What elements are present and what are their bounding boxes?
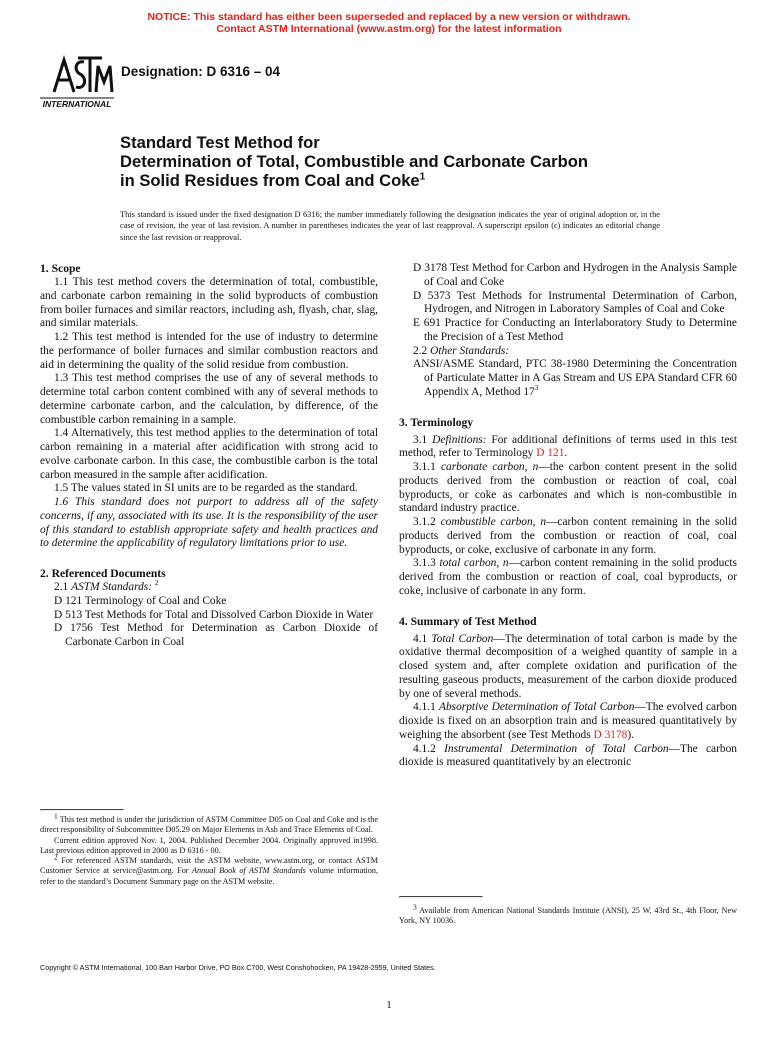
footnote-rule-right	[399, 896, 483, 898]
link-d3178[interactable]: D 3178	[593, 728, 628, 741]
section-4-heading: 4. Summary of Test Method	[399, 614, 537, 628]
para-4-1-1: 4.1.1 Absorptive Determination of Total Carbon—The evolved carbon dioxide is fixed on an absorption train and is measured quantitatively by weighing the absorbent (see Test Methods D 3178).	[399, 701, 737, 741]
ref-e691[interactable]: E 691 Practice for Conducting an Interlaboratory Study to Determine the Precision of a Test Method	[413, 317, 737, 343]
footnote-1-edition: Current edition approved Nov. 1, 2004. Published December 2004. Originally approved in1998. Last previous edition approved in 2000 as D 6316 - 00.	[40, 835, 378, 855]
ref-d5373[interactable]: D 5373 Test Methods for Instrumental Determination of Carbon, Hydrogen, and Nitrogen in Laboratory Samples of Coal and Coke	[413, 289, 737, 316]
section-1-heading: 1. Scope	[40, 262, 81, 275]
footnote-1: $^1$ This test method is under the jurisdiction of ASTM Committee D05 on Coal and Coke and is the direct responsibility of Subcommittee D05.29 on Major Elements in Ash and Trace Elements of Coal.	[40, 811, 378, 835]
ref-d513[interactable]: D 513 Test Methods for Total and Dissolved Carbon Dioxide in Water	[54, 608, 374, 621]
para-4-1: 4.1 Total Carbon—The determination of total carbon is made by the oxidative thermal decomposition of a weighed quantity of sample in a closed system and, after complete oxidation and purification of the resulting gaseous products, measurement of the carbon dioxide produced by one of several methods.	[399, 632, 738, 700]
ref-d121[interactable]: D 121 Terminology of Coal and Coke	[54, 594, 227, 607]
ref-d1756[interactable]: D 1756 Test Method for Determination as Carbon Dioxide of Carbonate Carbon in Coal	[54, 622, 378, 648]
para-3-1-2: 3.1.2 combustible carbon, n—carbon content remaining in the solid products derived from the combustion or reaction of coal, coal byproducts, or coke, exclusive of carbonate in any form.	[399, 516, 737, 556]
title-footnote-marker[interactable]: 1	[419, 171, 426, 183]
logo-wordmark: INTERNATIONAL	[42, 99, 112, 109]
footnote-2: $^2$ For referenced ASTM standards, visit the ASTM website, www.astm.org, or contact ASTM Customer Service at service@astm.org. For Annual Book of ASTM Standards volume information, refer to the standard’s Document Summary page on the ASTM website.	[40, 852, 379, 886]
ref-ansi[interactable]: ANSI/ASME Standard, PTC 38-1980 Determining the Concentration of Particulate Matter in A Gas Stream and US EPA Standard CFR 60 Appendix A, Method $17^3$	[413, 358, 737, 398]
footnote-3: $^3$ Available from American National Standards Institute (ANSI), 25 W. 43rd St., 4th Floor, New York, NY 10036.	[399, 902, 737, 926]
title-line-1: Standard Test Method for	[120, 133, 320, 152]
document-title	[120, 133, 680, 190]
section-3-heading: 3. Terminology	[399, 415, 474, 429]
issued-note: This standard is issued under the fixed designation D 6316; the number immediately following the designation indicates the year of original adoption or, in the case of revision, the year of last revision. A number in parentheses indicates the year of last reapproval. A superscript epsilon (ϵ) indicates an editorial change since the last revision or reapproval.	[120, 210, 660, 242]
section-2-heading: 2. Referenced Documents	[40, 567, 166, 580]
para-1-1: 1.1 This test method covers the determination of total, combustible, and carbonate carbon remaining in the solid byproducts of combustion from boiler furnaces and similar reactors, including ash, flyash, char, slag, and similar materials.	[40, 276, 378, 330]
para-3-1: 3.1 Definitions: For additional definitions of terms used in this test method, refer to Terminology D 121.	[399, 433, 737, 460]
footnote-rule	[40, 809, 124, 811]
notice-line-1: NOTICE: This standard has either been superseded and replaced by a new version or withdrawn.	[147, 11, 631, 23]
title-line-2: Determination of Total, Combustible and Carbonate Carbon	[120, 152, 589, 171]
title-line-3: in Solid Residues from Coal and Coke$^1$	[120, 171, 426, 190]
para-4-1-2: 4.1.2 Instrumental Determination of Total Carbon—The carbon dioxide is measured quantitatively by an electronic	[399, 742, 737, 769]
right-footnotes	[399, 896, 737, 927]
left-column	[40, 262, 379, 886]
para-3-1-1: 3.1.1 carbonate carbon, n—the carbon content present in the solid products derived from the combustion or reaction of coal, coal byproducts, or coke as carbonates and which is non-combustible in standard industry practice.	[399, 461, 737, 515]
para-2-2: 2.2 Other Standards:	[413, 344, 510, 357]
ref-d3178[interactable]: D 3178 Test Method for Carbon and Hydrogen in the Analysis Sample of Coal and Coke	[413, 262, 737, 288]
para-1-3: 1.3 This test method comprises the use of any of several methods to determine total carbon content combined with any of several methods to determine carbonate carbon, and the calculation, by difference, of the combustible carbon remaining in a sample.	[40, 372, 378, 426]
para-1-2: 1.2 This test method is intended for the use of industry to determine the performance of boiler furnaces and similar combustion reactors and aid in determining the quality of the solid residue from combustion.	[40, 331, 378, 371]
astm-logo-icon	[40, 52, 114, 110]
page-number: 1	[386, 999, 392, 1011]
left-footnotes	[40, 809, 378, 887]
copyright-line: Copyright © ASTM International, 100 Barr Harbor Drive, PO Box C700, West Conshohocken, PA 19428-2959, United States.	[40, 963, 436, 972]
link-d121[interactable]: D 121	[536, 447, 565, 460]
para-1-6: 1.6 This standard does not purport to address all of the safety concerns, if any, associated with its use. It is the responsibility of the user of this standard to establish appropriate safety and health practices and to determine the applicability of regulatory limitations prior to use.	[40, 496, 378, 550]
designation: Designation: D 6316 – 04	[121, 64, 281, 79]
para-1-5: 1.5 The values stated in SI units are to be regarded as the standard.	[54, 482, 358, 495]
para-2-1: 2.1 ASTM Standards: $^2$	[54, 578, 159, 593]
para-1-4: 1.4 Alternatively, this test method applies to the determination of total carbon remaining in a material after acidification with strong acid to evolve carbonate carbon. In this case, the combustible carbon is the total carbon measured in the sample after acidification.	[40, 427, 378, 481]
right-column	[399, 262, 738, 926]
withdrawal-notice	[0, 11, 778, 35]
para-3-1-3: 3.1.3 total carbon, n—carbon content remaining in the solid products derived from the combustion or reaction of coal, coal byproducts, or coke, inclusive of carbonate in any form.	[399, 557, 737, 597]
notice-line-2: Contact ASTM International (www.astm.org) for the latest information	[216, 23, 562, 35]
